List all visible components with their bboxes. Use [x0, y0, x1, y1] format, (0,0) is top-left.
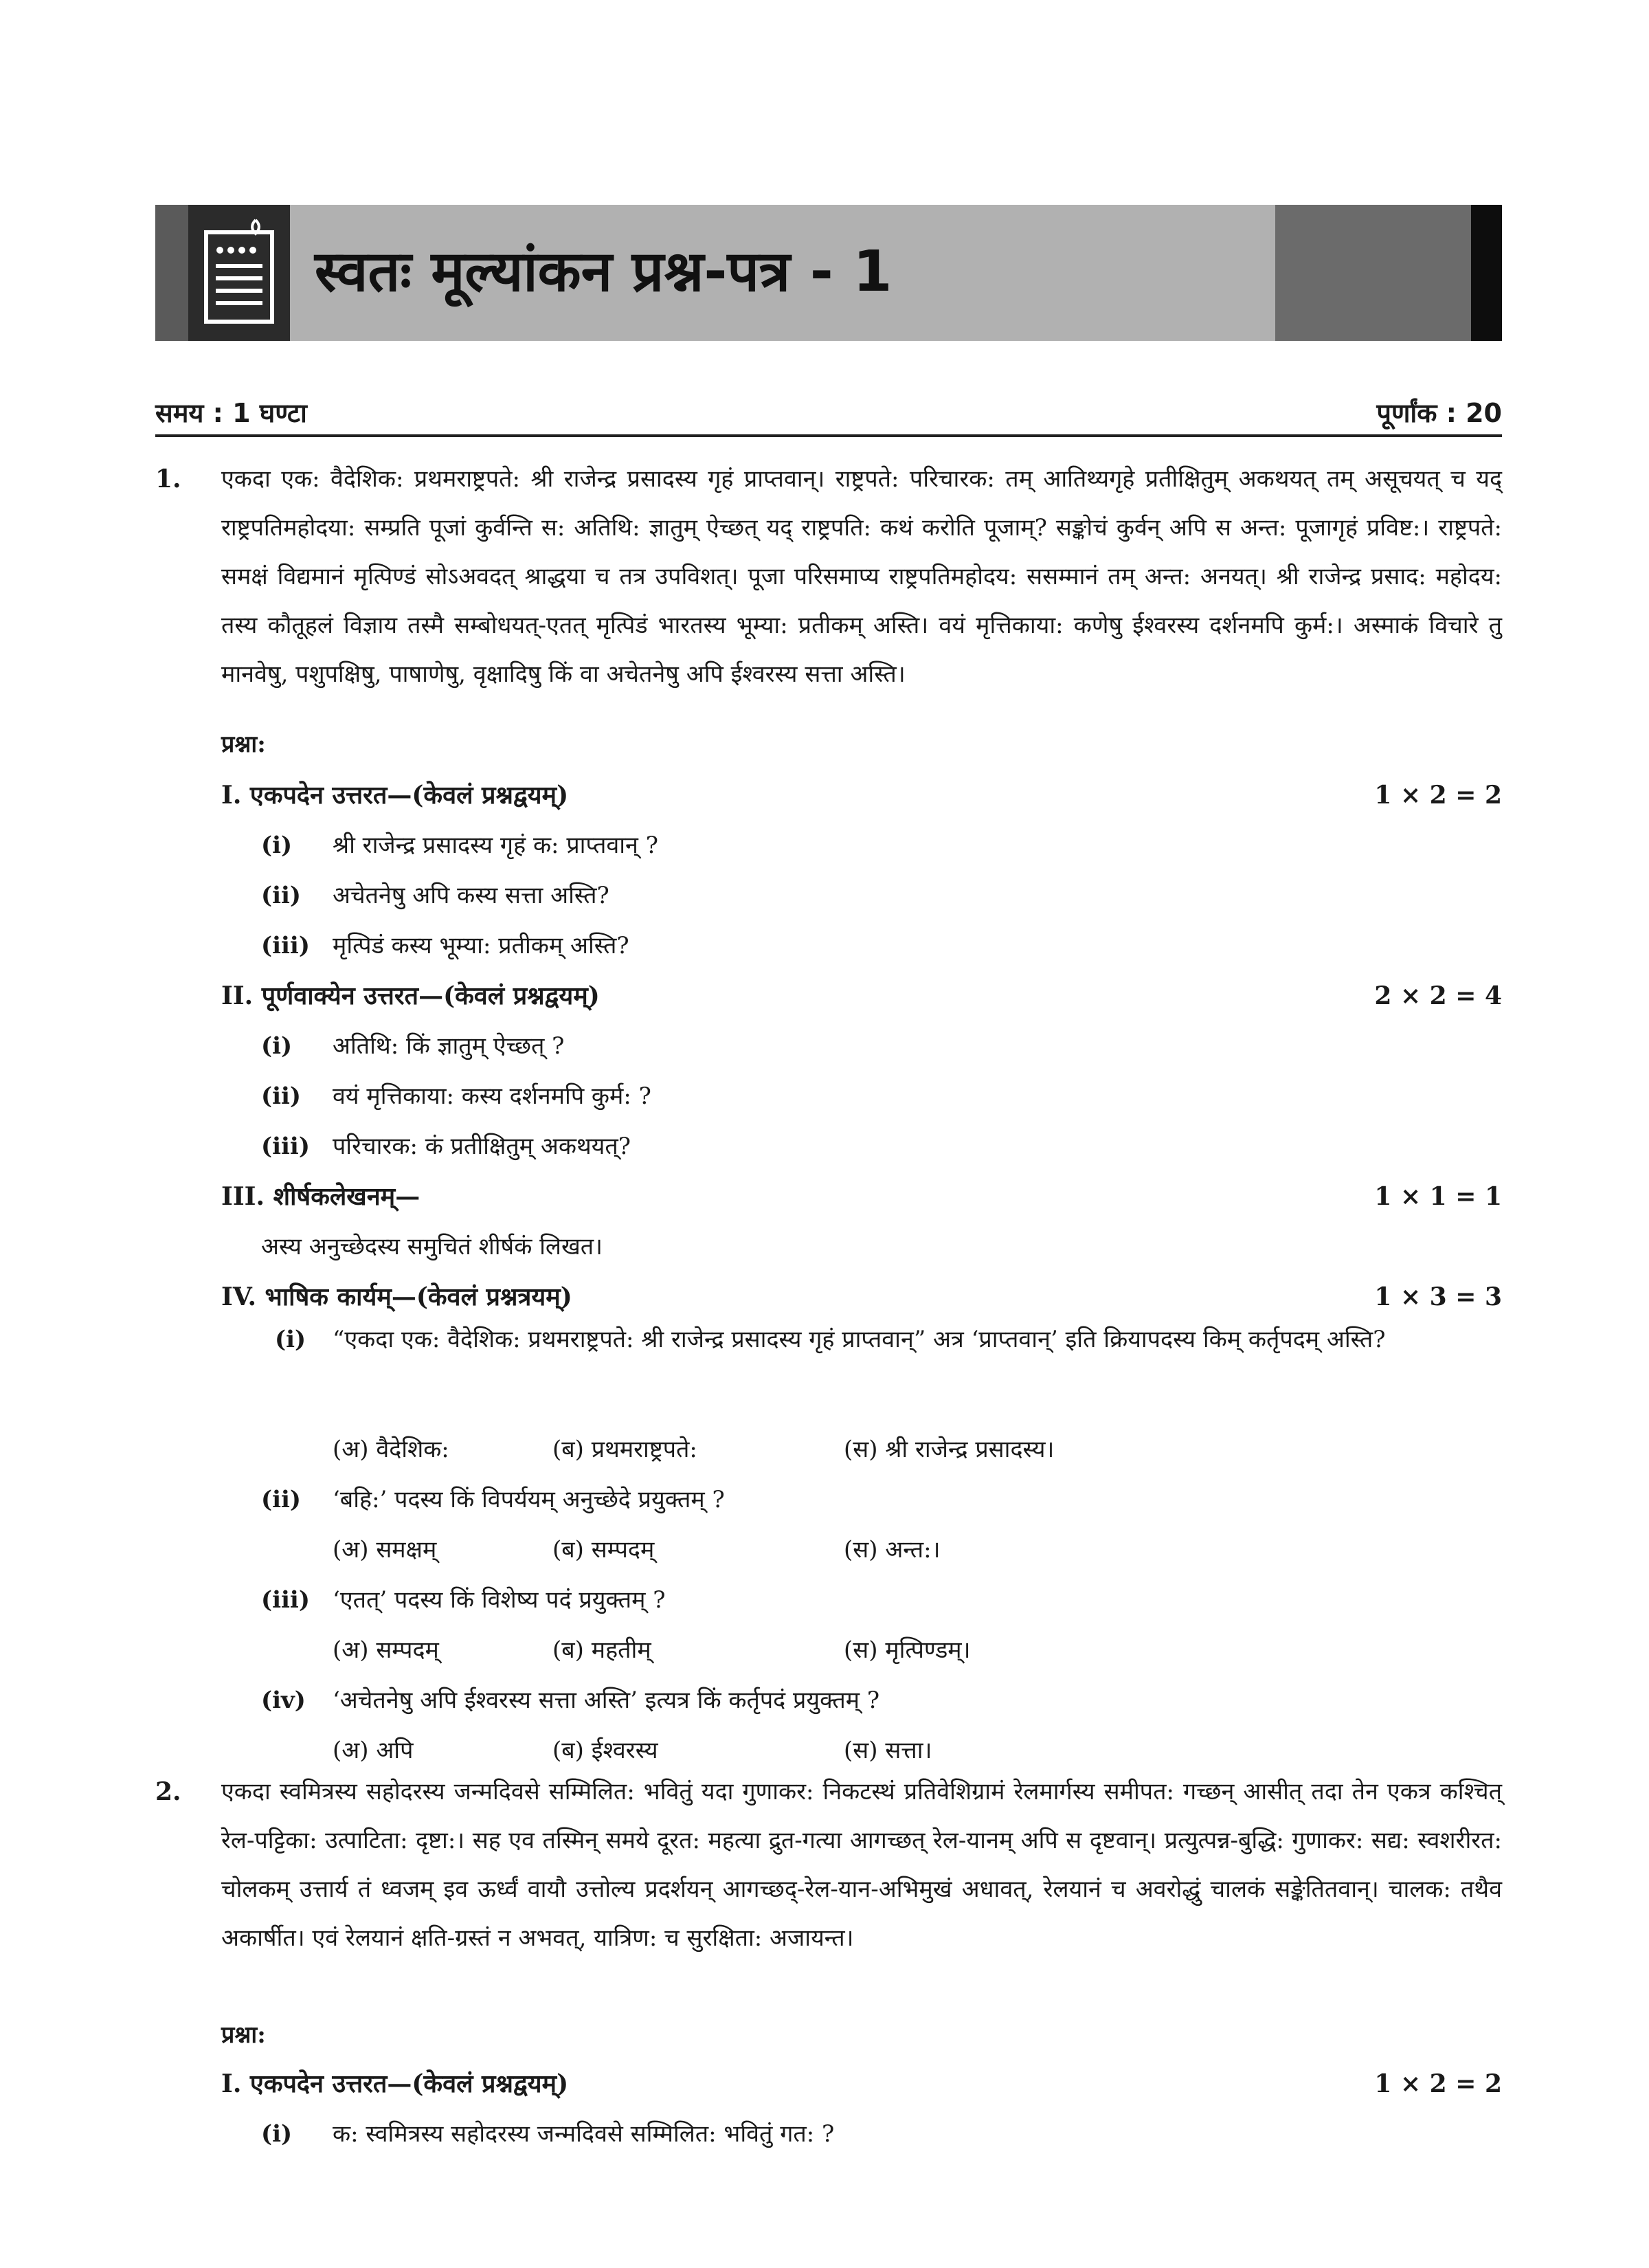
item-number: (i): [275, 1326, 306, 1353]
item-text: मृत्पिडं कस्य भूम्या: प्रतीकम् अस्ति?: [333, 932, 629, 959]
section-label: IV. भाषिक कार्यम्—(केवलं प्रश्नत्रयम्): [221, 1282, 572, 1311]
item-number: (ii): [261, 882, 302, 909]
item-number: (i): [261, 2120, 293, 2148]
section-marks: 1 × 2 = 2: [1374, 781, 1502, 810]
option-a: (अ) समक्षम्: [333, 1536, 437, 1564]
section-heading: [221, 778, 1502, 812]
item-number: (i): [261, 1032, 293, 1060]
item-text: अतिथि: किं ज्ञातुम् ऐच्छत् ?: [333, 1032, 565, 1060]
item-text: श्री राजेन्द्र प्रसादस्य गृहं क: प्राप्तवान् ?: [333, 832, 658, 859]
item-number: (iii): [261, 1586, 310, 1614]
section-label: III. शीर्षकलेखनम्—: [221, 1182, 420, 1211]
option-b: (ब) महतीम्: [552, 1636, 651, 1664]
document-list-icon: [188, 205, 290, 341]
option-c: (स) अन्त:।: [844, 1536, 941, 1564]
item-text: परिचारक: कं प्रतीक्षितुम् अकथयत्?: [333, 1133, 631, 1160]
exam-meta: [155, 396, 1502, 430]
questions-label: प्रश्ना:: [221, 731, 266, 758]
option-a: (अ) अपि: [333, 1737, 414, 1764]
item-number: (ii): [261, 1082, 302, 1110]
item-number: (iii): [261, 1133, 310, 1160]
question-number: 2.: [155, 1777, 181, 1806]
option-a: (अ) वैदेशिक:: [333, 1436, 449, 1463]
item-number: (iv): [261, 1687, 306, 1714]
banner-edge-block: [1471, 205, 1502, 341]
option-a: (अ) सम्पदम्: [333, 1636, 439, 1664]
item-text: वयं मृत्तिकाया: कस्य दर्शनमपि कुर्म: ?: [333, 1082, 651, 1110]
passage: एकदा एक: वैदेशिक: प्रथमराष्ट्रपते: श्री राजेन्द्र प्रसादस्य गृहं प्राप्तवान्। राष्ट्रपते: परिचारक: तम् आतिथ्यगृहे प्रतीक्षितुम् अकथयत् तम् असूचयत् च यद् राष्ट्रपतिमहोदया: सम्प्रति पूजां कुर्वन्ति स: अतिथि: ज्ञातुम् ऐच्छत् यद् राष्ट्रपति: कथं करोति पूजाम्? सङ्कोचं कुर्वन् अपि स अन्त: पूजागृहं प्रविष्ट:। राष्ट्रपते: समक्षं विद्यमानं मृत्पिण्डं सोऽअवदत् श्राद्धया च तत्र उपविशत्। पूजा परिसमाप्य राष्ट्रपतिमहोदय: ससम्मानं तम् अन्त: अनयत्। श्री राजेन्द्र प्रसाद: महोदय: तस्य कौतूहलं विज्ञाय तस्मै सम्बोधयत्-एतत् मृत्पिडं भारतस्य भूम्या: प्रतीकम् अस्ति। वयं मृत्तिकाया: कणेषु ईश्वरस्य दर्शनमपि कुर्म:। अस्माकं विचारे तु मानवेषु, पशुपक्षिषु, पाषाणेषु, वृक्षादिषु किं वा अचेतनेषु अपि ईश्वरस्य सत्ता अस्ति।: [221, 465, 1502, 688]
section-heading: [221, 1280, 1502, 1314]
divider: [155, 434, 1502, 437]
item-text: ‘एतत्’ पदस्य किं विशेष्य पदं प्रयुक्तम् ?: [333, 1586, 666, 1614]
option-b: (ब) ईश्वरस्य: [552, 1737, 658, 1764]
banner-right-block: [1275, 205, 1471, 341]
section-label: I. एकपदेन उत्तरत—(केवलं प्रश्नद्वयम्): [221, 781, 569, 810]
questions-label: प्रश्ना:: [221, 2021, 266, 2049]
item-text: ‘बहि:’ पदस्य किं विपर्ययम् अनुच्छेदे प्रयुक्तम् ?: [333, 1486, 725, 1513]
total-marks-label: पूर्णांक : 20: [1376, 398, 1502, 428]
option-b: (ब) सम्पदम्: [552, 1536, 655, 1564]
option-c: (स) श्री राजेन्द्र प्रसादस्य।: [844, 1436, 1055, 1463]
section-heading: [221, 979, 1502, 1013]
question-number: 1.: [155, 465, 181, 493]
section-label: II. पूर्णवाक्येन उत्तरत—(केवलं प्रश्नद्वयम्): [221, 981, 600, 1010]
section-heading: [221, 1179, 1502, 1214]
item-number: (iii): [261, 932, 310, 959]
item-number: (i): [261, 832, 293, 859]
section-marks: 1 × 2 = 2: [1374, 2069, 1502, 2098]
passage: एकदा स्वमित्रस्य सहोदरस्य जन्मदिवसे सम्मिलित: भवितुं यदा गुणाकर: निकटस्थं प्रतिवेशिग्रामं रेलमार्गस्य समीपत: गच्छन् आसीत् तदा तेन एकत्र कश्चित् रेल-पट्टिका: उत्पाटिता: दृष्टा:। सह एव तस्मिन् समये दूरत: महत्या द्रुत-गत्या आगच्छत् रेल-यानम् अपि स दृष्टवान्। प्रत्युत्पन्न-बुद्धि: गुणाकर: सद्य: स्वशरीरत: चोलकम् उत्तार्य तं ध्वजम् इव ऊर्ध्वं वायौ उत्तोल्य प्रदर्शयन् आगच्छद्-रेल-यान-अभिमुखं अधावत्, रेलयानं च अवरोद्धुं चालकं सङ्केतितवान्। चालक: तथैव अकार्षीत। एवं रेलयानं क्षति-ग्रस्तं न अभवत्, यात्रिण: च सुरक्षिता: अजायन्त।: [221, 1778, 1502, 1952]
option-c: (स) सत्ता।: [844, 1737, 932, 1764]
section-marks: 2 × 2 = 4: [1374, 981, 1502, 1010]
section-marks: 1 × 3 = 3: [1374, 1282, 1502, 1311]
item-text: “एकदा एक: वैदेशिक: प्रथमराष्ट्रपते: श्री राजेन्द्र प्रसादस्य गृहं प्राप्तवान्” अत्र ‘प्राप्तवान्’ इति क्रियापदस्य किम् कर्तृपदम् अस्ति?: [333, 1326, 1386, 1353]
item-text: ‘अचेतनेषु अपि ईश्वरस्य सत्ता अस्ति’ इत्यत्र किं कर्तृपदं प्रयुक्तम् ?: [333, 1687, 880, 1714]
option-b: (ब) प्रथमराष्ट्रपते:: [552, 1436, 697, 1463]
option-c: (स) मृत्पिण्डम्।: [844, 1636, 971, 1664]
section-heading: [221, 2067, 1502, 2101]
section-marks: 1 × 1 = 1: [1374, 1182, 1502, 1211]
banner-left-bar: [155, 205, 188, 341]
section-label: I. एकपदेन उत्तरत—(केवलं प्रश्नद्वयम्): [221, 2069, 569, 2098]
time-label: समय : 1 घण्टा: [155, 398, 307, 428]
item-number: (ii): [261, 1486, 302, 1513]
item-text: क: स्वमित्रस्य सहोदरस्य जन्मदिवसे सम्मिलित: भवितुं गत: ?: [333, 2120, 835, 2148]
item-text: अचेतनेषु अपि कस्य सत्ता अस्ति?: [333, 882, 609, 909]
instruction-text: अस्य अनुच्छेदस्य समुचितं शीर्षकं लिखत।: [261, 1233, 603, 1260]
header-banner: [155, 205, 1502, 341]
page-title: स्वतः मूल्यांकन प्रश्न-पत्र - 1: [315, 239, 893, 304]
